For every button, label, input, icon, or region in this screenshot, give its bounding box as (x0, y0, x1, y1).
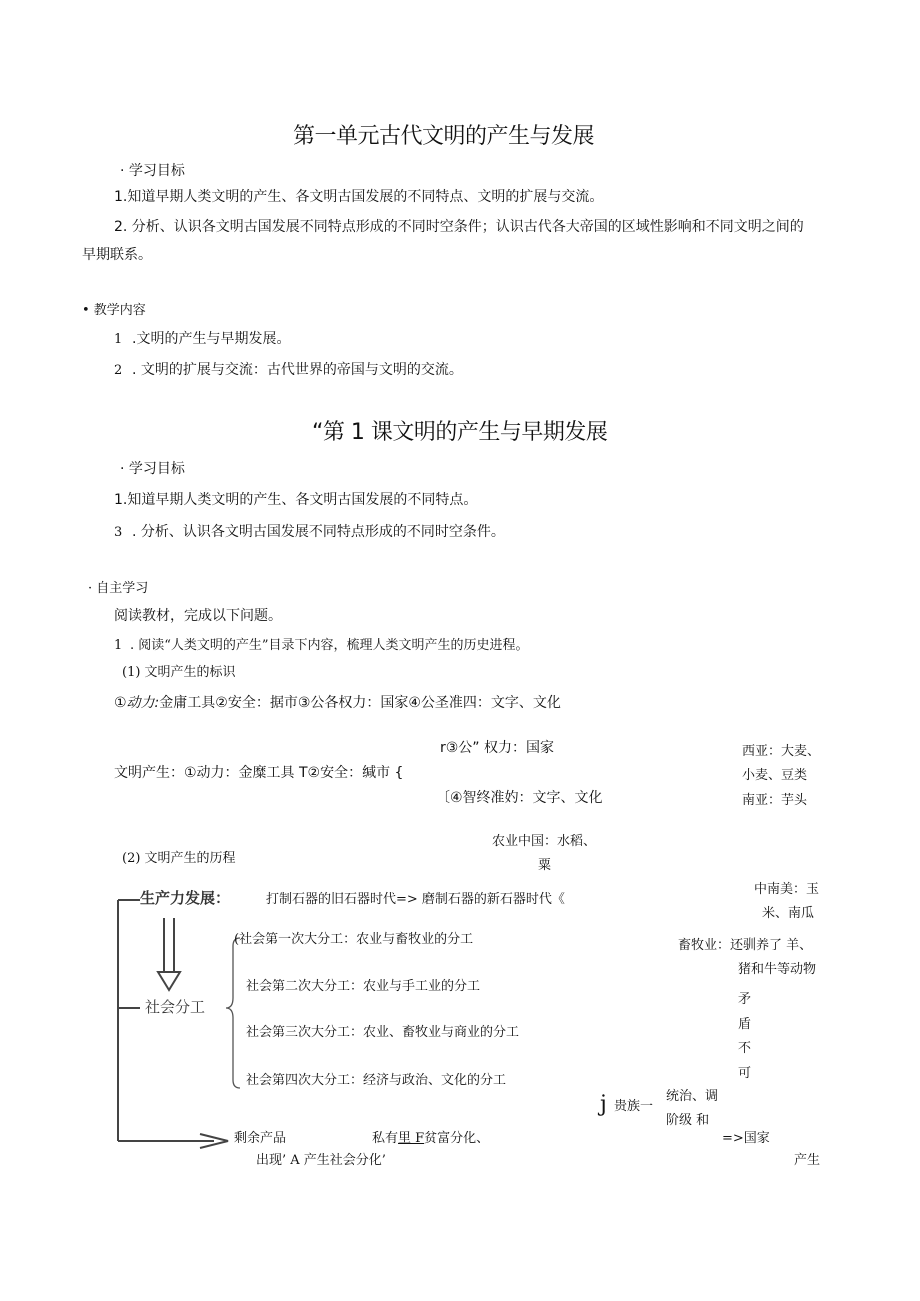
q1-text: . 阅读“人类文明的产生”目录下内容，梳理人类文明产生的历史进程。 (130, 638, 529, 653)
note-vertical-1: 盾 (738, 1017, 752, 1032)
rule-text-2: 阶级 和 (666, 1113, 710, 1128)
lesson-goal-3-text: . 分析、认识各文明古国发展不同特点形成的不同时空条件。 (132, 524, 505, 540)
lesson-goal-3-num: 3 (114, 525, 123, 540)
markers-rest: 金庸工具②安全：据市③公各权力：国家④公圣准四：文字、文化 (159, 695, 561, 711)
content-heading: • 教学内容 (82, 303, 146, 318)
division-2: 社会第二次大分工：农业与手工业的分工 (246, 979, 481, 994)
rule-text-1: 统治、调 (666, 1089, 719, 1104)
unit-goal-1: 1.知道早期人类文明的产生、各文明古国发展的不同特点、文明的扩展与交流。 (114, 189, 604, 205)
brace-main: 文明产生：①动力：金糜工具 T②安全：缄市 { (114, 765, 404, 781)
content-1-text: .文明的产生与早期发展。 (132, 331, 291, 347)
note-sa-america-2: 米、南瓜 (762, 906, 815, 921)
markers-label: ①动力: (114, 695, 160, 711)
note-sa-america-1: 中南美：玉 (754, 882, 820, 897)
division-label: 社会分工 (145, 998, 206, 1016)
diagram-down-arrow-head (158, 972, 180, 990)
note-south-asia: 南亚：芋头 (742, 793, 808, 808)
sub2-heading: (2) 文明产生的历程 (122, 851, 236, 866)
division-3: 社会第三次大分工：农业、畜牧业与商业的分工 (246, 1025, 520, 1040)
note-west-asia-2: 小麦、豆类 (742, 768, 808, 783)
q1-num: 1 (114, 638, 123, 653)
lesson-goals-heading: · 学习目标 (120, 461, 185, 477)
self-study-intro: 阅读教材，完成以下问题。 (114, 608, 282, 624)
note-agri-china-1: 农业中国：水稻、 (492, 834, 597, 849)
division-brace (226, 938, 240, 1088)
productivity-label: 生产力发展： (140, 889, 231, 907)
content-2-num: 2 (114, 363, 123, 378)
note-vertical-0: 矛 (738, 992, 752, 1007)
note-agri-china-2: 粟 (538, 858, 552, 873)
lesson-title: “第 1 课文明的产生与早期发展 (312, 420, 608, 445)
surplus-text-2: 出现’ A 产生社会分化’ (256, 1153, 386, 1168)
brace-top: r③公” 权力：国家 (440, 740, 555, 756)
unit-title: 第一单元古代文明的产生与发展 (293, 124, 595, 149)
state-text: =>国家 (722, 1131, 770, 1146)
private-prefix: 私有 (372, 1131, 399, 1146)
note-livestock-1: 畜牧业：还驯养了 羊、 (678, 938, 813, 953)
unit-goal-2-line2: 早期联系。 (82, 247, 152, 263)
unit-goal-2-line1: 2. 分析、认识各文明古国发展不同特点形成的不同时空条件；认识古代各大帝国的区域性影响和不同文明之间的 (114, 219, 804, 235)
productivity-text: 打制石器的旧石器时代=> 磨制石器的新石器时代《 (266, 892, 565, 907)
birth-text: 产生 (794, 1153, 821, 1168)
private-text (372, 1131, 489, 1147)
brace-bottom: 〔④智终准妁：文字、文化 (436, 790, 603, 806)
note-vertical-2: 不 (738, 1041, 752, 1056)
self-study-heading: · 自主学习 (88, 581, 149, 596)
private-suffix: 贫富分化、 (424, 1131, 490, 1146)
private-underlined: 里 F (398, 1131, 425, 1146)
sub1-heading: (1) 文明产生的标识 (122, 665, 236, 680)
surplus-text-1: 剩余产品 (234, 1131, 287, 1146)
division-4: 社会第四次大分工：经济与政治、文化的分工 (246, 1073, 507, 1088)
nobles-text: 贵族一 (614, 1099, 654, 1114)
content-1-num: 1 (114, 332, 123, 347)
note-livestock-2: 猪和牛等动物 (738, 962, 817, 977)
j-mark: j (600, 1092, 607, 1117)
lesson-goal-1: 1.知道早期人类文明的产生、各文明古国发展的不同特点。 (114, 492, 478, 508)
division-1: (社会第一次大分工：农业与畜牧业的分工 (234, 932, 474, 947)
note-west-asia-1: 西亚：大麦、 (742, 744, 821, 759)
note-vertical-3: 可 (738, 1066, 752, 1081)
content-2-text: . 文明的扩展与交流：古代世界的帝国与文明的交流。 (132, 362, 463, 378)
unit-goals-heading: · 学习目标 (120, 163, 185, 179)
